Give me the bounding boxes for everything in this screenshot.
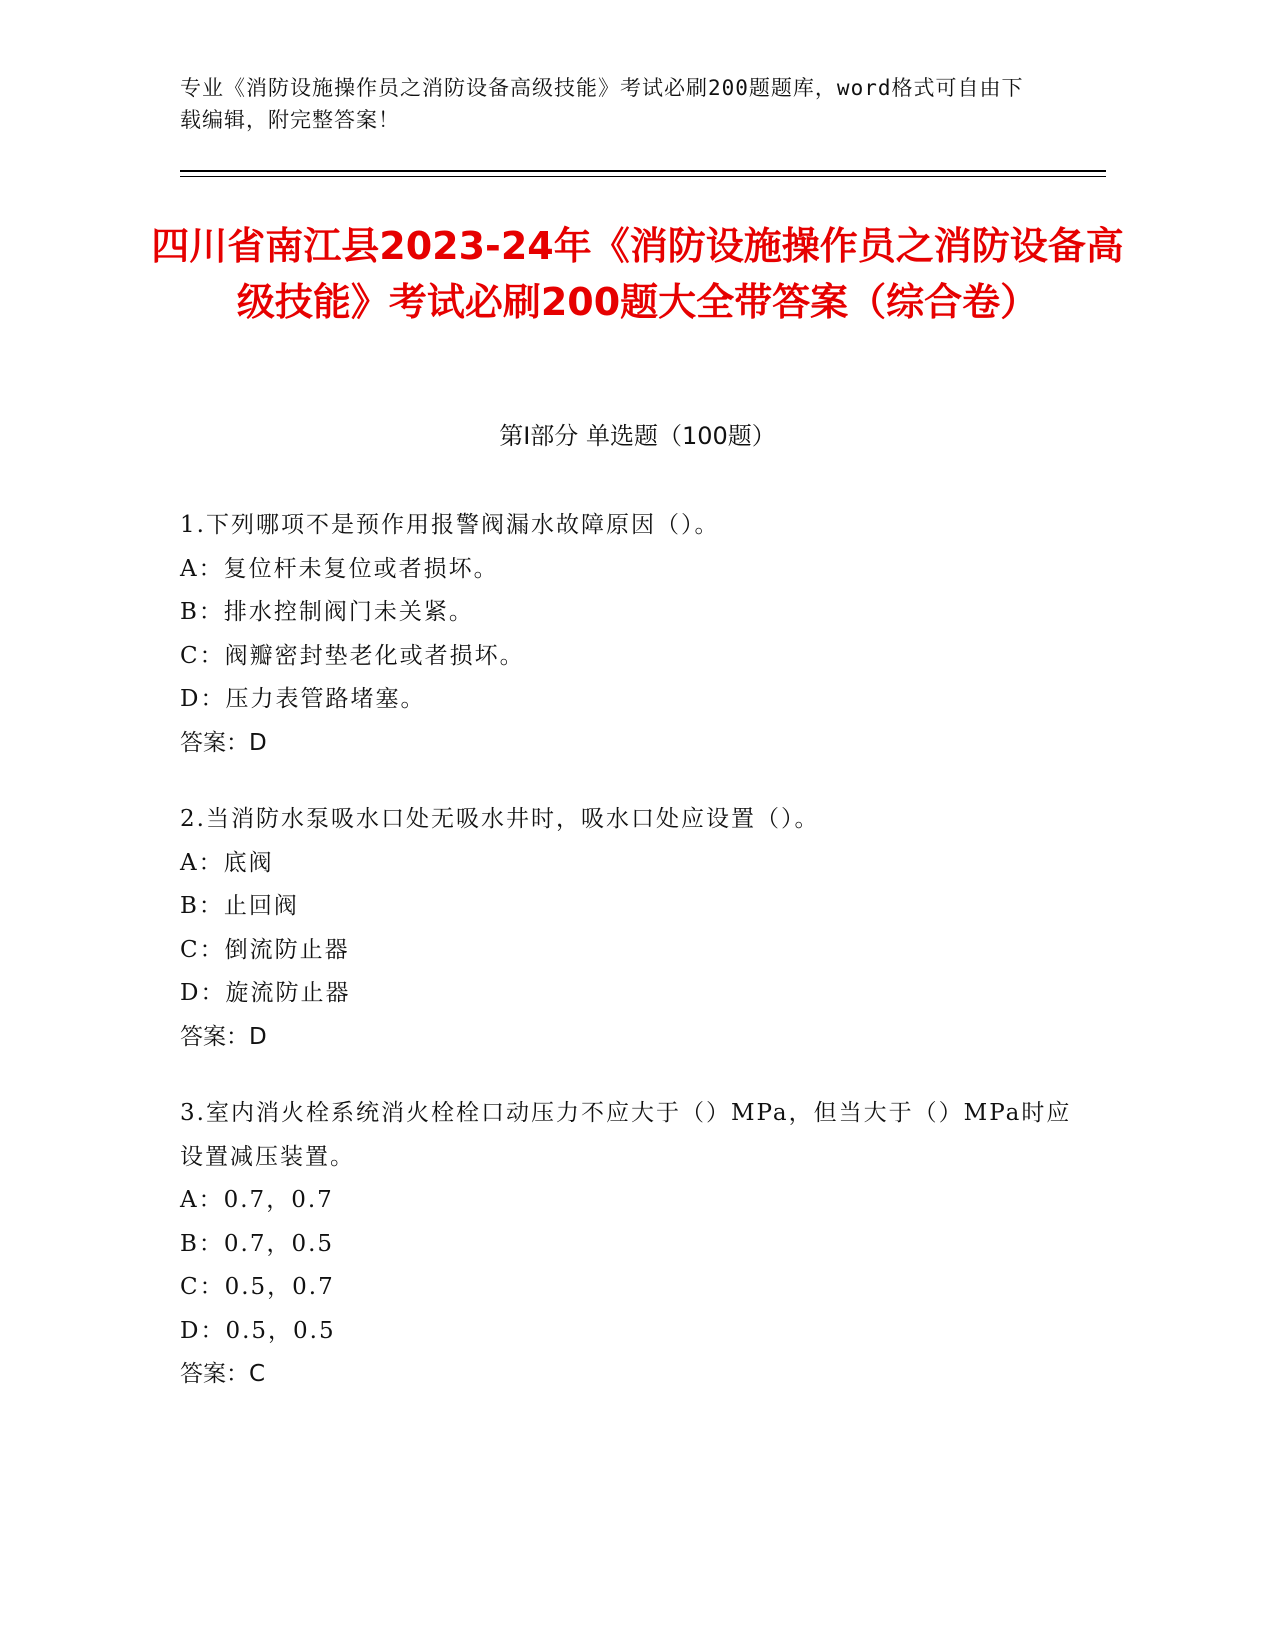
question-stem: 1.下列哪项不是预作用报警阀漏水故障原因（）。 <box>180 512 720 538</box>
header-note: 专业《消防设施操作员之消防设备高级技能》考试必刷200题题库，word格式可自由下载编辑，附完整答案！ <box>180 76 1024 132</box>
option-c: C：倒流防止器 <box>180 936 350 963</box>
option-b: B：0.7，0.5 <box>180 1230 335 1257</box>
option-d: D：压力表管路堵塞。 <box>180 686 426 712</box>
option-b: B：止回阀 <box>180 893 299 919</box>
header-divider-thin <box>180 176 1106 177</box>
question-stem: 2.当消防水泵吸水口处无吸水井时，吸水口处应设置（）。 <box>180 806 820 832</box>
question-stem: 3.室内消火栓系统消火栓栓口动压力不应大于（）MPa，但当大于（）MPa时应设置减压装置。 <box>180 1100 1072 1170</box>
section-heading: 第Ⅰ部分 单选题（100题） <box>499 422 776 450</box>
question-item <box>180 798 1080 1059</box>
option-c: C：0.5，0.7 <box>180 1274 335 1300</box>
question-item <box>180 1092 1080 1397</box>
document-title: 四川省南江县2023-24年《消防设施操作员之消防设备高级技能》考试必刷200题大全带答案（综合卷） <box>151 224 1124 324</box>
option-a: A：底阀 <box>180 849 274 876</box>
answer-line: 答案：D <box>180 1023 267 1050</box>
answer-line: 答案：D <box>180 729 267 756</box>
option-b: B：排水控制阀门未关紧。 <box>180 599 474 625</box>
option-a: A：0.7，0.7 <box>180 1187 334 1213</box>
answer-line: 答案：C <box>180 1361 266 1387</box>
question-list <box>180 504 1080 1430</box>
option-d: D：0.5，0.5 <box>180 1317 336 1344</box>
option-c: C：阀瓣密封垫老化或者损坏。 <box>180 642 525 669</box>
option-a: A：复位杆未复位或者损坏。 <box>180 555 499 582</box>
question-item <box>180 504 1080 765</box>
option-d: D：旋流防止器 <box>180 980 351 1006</box>
header-divider-thick <box>180 170 1106 172</box>
